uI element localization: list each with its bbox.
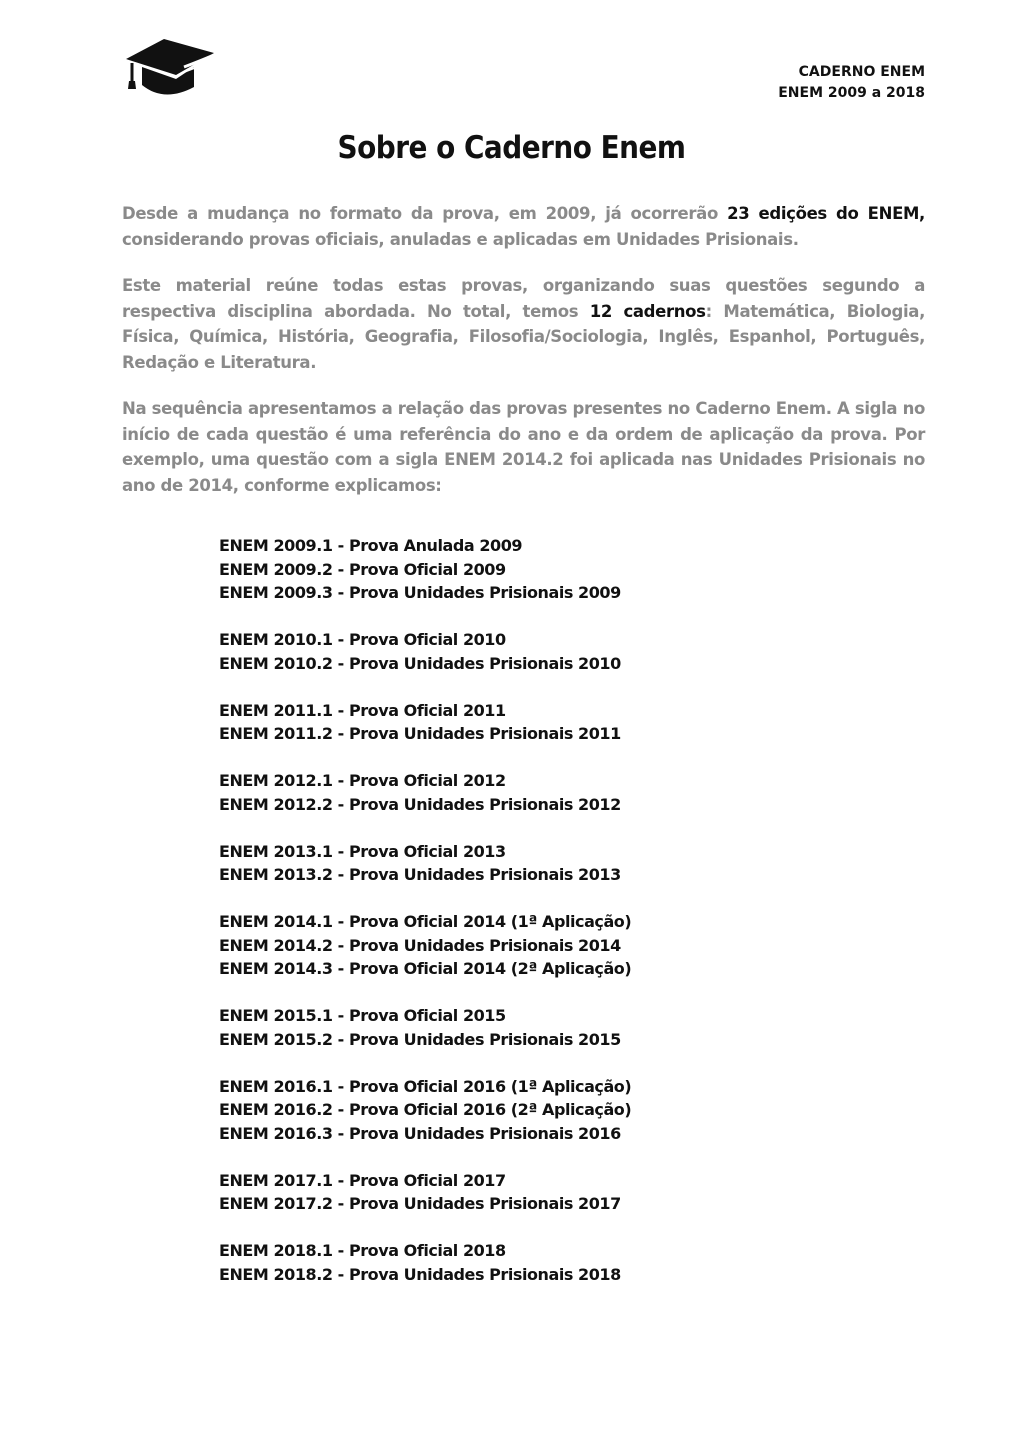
- exam-item: ENEM 2018.2 - Prova Unidades Prisionais 2018: [219, 1264, 621, 1284]
- exam-item: ENEM 2009.1 - Prova Anulada 2009: [219, 536, 523, 555]
- exam-item: ENEM 2010.1 - Prova Oficial 2010: [219, 630, 506, 649]
- header-line-2: ENEM 2009 a 2018: [778, 85, 925, 101]
- exam-item: ENEM 2009.2 - Prova Oficial 2009: [219, 559, 506, 579]
- highlight-cadernos: 12 cadernos: [589, 301, 706, 321]
- intro-paragraph-3: Na sequência apresentamos a relação das provas presentes no Caderno Enem. A sigla no início de cada questão é uma referência do ano e da ordem de aplicação da prova. Por exemplo, uma questão com a sigla ENEM 2014.2 foi aplicada nas Unidades Prisionais no ano de 2014, conforme explicamos:: [122, 399, 925, 495]
- exam-item: ENEM 2016.3 - Prova Unidades Prisionais 2016: [219, 1123, 621, 1143]
- exam-item: ENEM 2012.1 - Prova Oficial 2012: [219, 771, 506, 790]
- exam-item: ENEM 2016.1 - Prova Oficial 2016 (1ª Aplicação): [219, 1076, 632, 1096]
- exam-item: ENEM 2013.1 - Prova Oficial 2013: [219, 841, 506, 861]
- intro-section: [122, 201, 925, 519]
- exam-item: ENEM 2014.1 - Prova Oficial 2014 (1ª Aplicação): [219, 912, 632, 931]
- exam-item: ENEM 2017.2 - Prova Unidades Prisionais 2017: [219, 1194, 621, 1213]
- exam-item: ENEM 2014.2 - Prova Unidades Prisionais 2014: [219, 935, 621, 955]
- intro-paragraph-2: Este material reúne todas estas provas, organizando suas questões segundo a respectiva disciplina abordada. No total, temos 12 cadernos: Matemática, Biologia, Física, Química, História, Geografia, Filosofia/Sociologia, Inglês, Espanhol, Português, Redação e Literatura.: [122, 276, 925, 372]
- exam-item: ENEM 2016.2 - Prova Oficial 2016 (2ª Aplicação): [219, 1100, 632, 1119]
- exam-group-2016: [219, 1075, 631, 1146]
- exam-group-2015: [219, 1004, 631, 1051]
- exam-item: ENEM 2011.1 - Prova Oficial 2011: [219, 700, 506, 720]
- exam-group-2012: [219, 769, 631, 816]
- exam-item: ENEM 2009.3 - Prova Unidades Prisionais 2009: [219, 583, 621, 602]
- header-line-1: CADERNO ENEM: [798, 64, 925, 80]
- page-title: Sobre o Caderno Enem: [337, 130, 686, 166]
- exam-group-2011: [219, 699, 631, 746]
- exam-item: ENEM 2014.3 - Prova Oficial 2014 (2ª Aplicação): [219, 959, 632, 978]
- exam-list: [219, 534, 631, 1310]
- exam-group-2013: [219, 840, 631, 887]
- exam-group-2010: [219, 628, 631, 675]
- exam-item: ENEM 2012.2 - Prova Unidades Prisionais 2012: [219, 794, 621, 814]
- highlight-editions: 23 edições do ENEM,: [727, 204, 925, 223]
- header-info: [778, 62, 925, 104]
- exam-item: ENEM 2018.1 - Prova Oficial 2018: [219, 1241, 506, 1260]
- exam-group-2009: [219, 534, 631, 605]
- exam-group-2014: [219, 910, 631, 981]
- exam-item: ENEM 2011.2 - Prova Unidades Prisionais 2011: [219, 724, 621, 743]
- exam-item: ENEM 2013.2 - Prova Unidades Prisionais 2013: [219, 865, 621, 884]
- exam-group-2017: [219, 1169, 631, 1216]
- exam-item: ENEM 2010.2 - Prova Unidades Prisionais 2010: [219, 653, 621, 673]
- exam-item: ENEM 2015.2 - Prova Unidades Prisionais 2015: [219, 1029, 621, 1049]
- intro-paragraph-1: Desde a mudança no formato da prova, em 2009, já ocorrerão 23 edições do ENEM, considerando provas oficiais, anuladas e aplicadas em Unidades Prisionais.: [122, 204, 925, 249]
- exam-item: ENEM 2015.1 - Prova Oficial 2015: [219, 1006, 506, 1025]
- graduation-cap-icon: [124, 37, 216, 101]
- exam-item: ENEM 2017.1 - Prova Oficial 2017: [219, 1170, 506, 1190]
- exam-group-2018: [219, 1239, 631, 1286]
